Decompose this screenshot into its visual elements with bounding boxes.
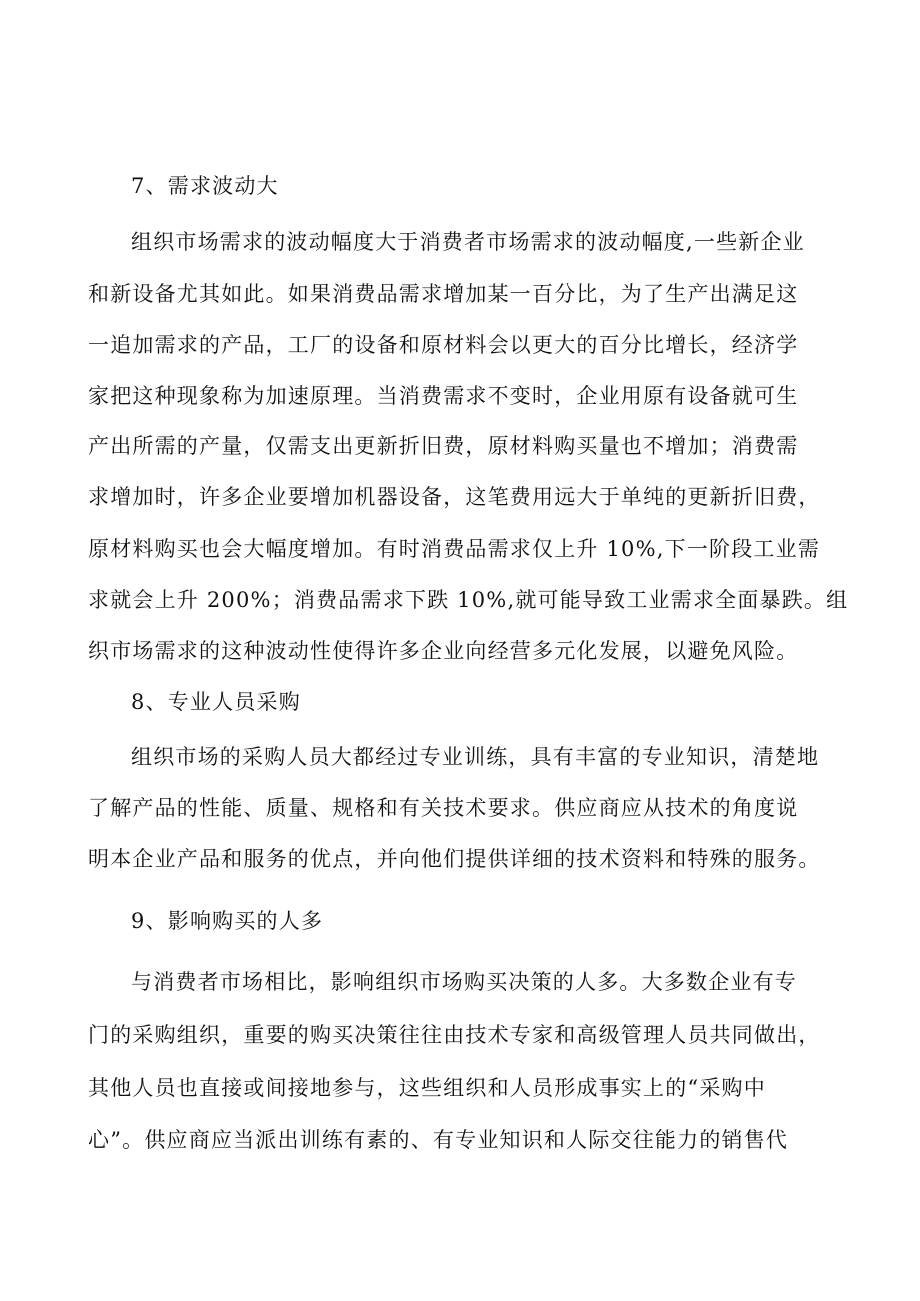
section-9-heading: 9、影响购买的人多 (131, 909, 324, 933)
paragraph-line: 与消费者市场相比，影响组织市场购买决策的人多。大多数企业有专 (131, 970, 797, 994)
paragraph-line: 明本企业产品和服务的优点，并向他们提供详细的技术资料和特殊的服务。 (88, 847, 821, 871)
paragraph-line: 求增加时，许多企业要增加机器设备，这笔费用远大于单纯的更新折旧费， (88, 485, 821, 509)
paragraph-line: 求就会上升 200%；消费品需求下跌 10%,就可能导致工业需求全面暴跌。组 (88, 588, 849, 612)
paragraph-line: 家把这种现象称为加速原理。当消费需求不变时，企业用原有设备就可生 (88, 384, 799, 408)
paragraph-line: 了解产品的性能、质量、规格和有关技术要求。供应商应从技术的角度说 (88, 796, 799, 820)
paragraph-line: 组织市场的采购人员大都经过专业训练，具有丰富的专业知识，清楚地 (131, 745, 820, 769)
paragraph-line: 产出所需的产量，仅需支出更新折旧费，原材料购买量也不增加；消费需 (88, 434, 799, 458)
paragraph-line: 原材料购买也会大幅度增加。有时消费品需求仅上升 10%,下一阶段工业需 (88, 537, 821, 561)
paragraph-line: 门的采购组织，重要的购买决策往往由技术专家和高级管理人员共同做出， (88, 1023, 821, 1047)
section-7-heading: 7、需求波动大 (131, 174, 279, 198)
section-8-heading: 8、专业人员采购 (131, 690, 301, 714)
paragraph-line: 心”。供应商应当派出训练有素的、有专业知识和人际交往能力的销售代 (88, 1128, 789, 1152)
paragraph-line: 组织市场需求的波动幅度大于消费者市场需求的波动幅度,一些新企业 (131, 230, 805, 254)
paragraph-line: 织市场需求的这种波动性使得许多企业向经营多元化发展，以避免风险。 (88, 639, 799, 663)
paragraph-line: 一追加需求的产品，工厂的设备和原材料会以更大的百分比增长，经济学 (88, 333, 799, 357)
paragraph-line: 和新设备尤其如此。如果消费品需求增加某一百分比，为了生产出满足这 (88, 282, 799, 306)
paragraph-line: 其他人员也直接或间接地参与，这些组织和人员形成事实上的“采购中 (88, 1076, 766, 1100)
